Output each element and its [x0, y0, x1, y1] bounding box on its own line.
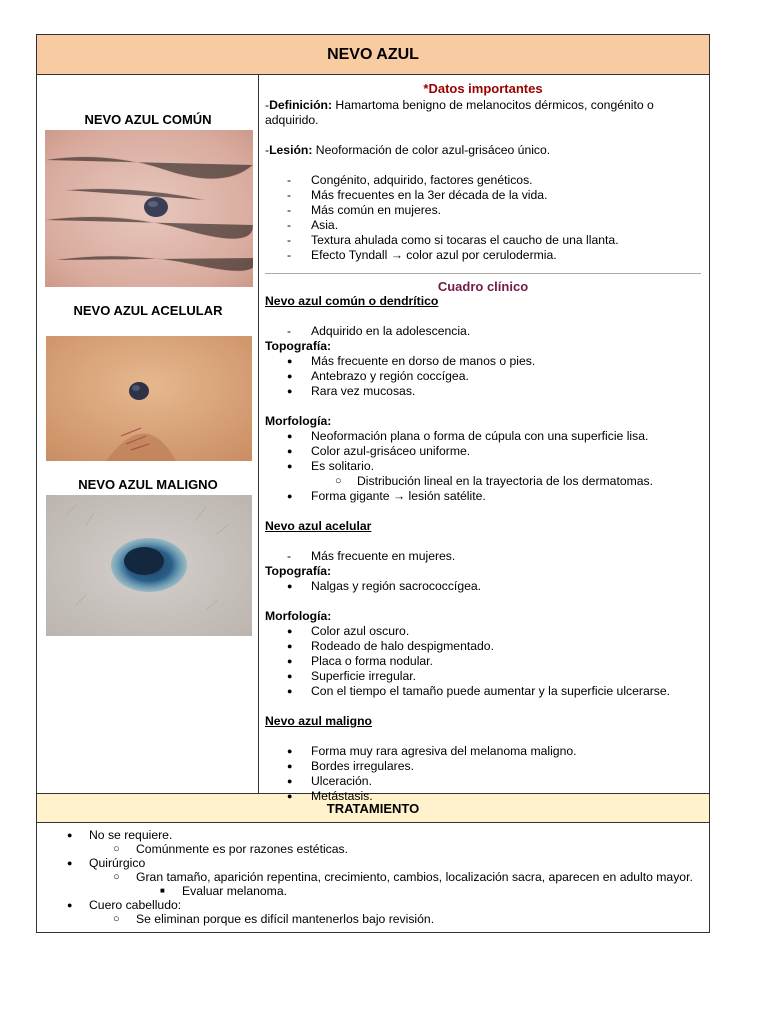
- image-label-acellular: NEVO AZUL ACELULAR: [73, 303, 223, 318]
- comun-topografia-list: [265, 354, 701, 399]
- acelular-title: Nevo azul acelular: [265, 519, 372, 533]
- tratamiento-heading: TRATAMIENTO: [37, 794, 709, 823]
- list-item: ● Forma gigante → lesión satélite.: [265, 489, 701, 504]
- lesion-paragraph: [265, 143, 701, 158]
- list-item: ○ Gran tamaño, aparición repentina, crecimiento, cambios, localización sacra, aparecen en adulto mayor.: [45, 870, 701, 884]
- definicion-prefix: -: [265, 98, 270, 112]
- comun-morfologia-list-end: [265, 489, 701, 504]
- page-title: NEVO AZUL: [37, 35, 709, 75]
- acelular-topografia-list: [265, 579, 701, 594]
- image-label-malignant: NEVO AZUL MALIGNO: [78, 477, 218, 492]
- list-item: ● Más frecuente en dorso de manos o pies.: [265, 354, 701, 369]
- list-item: ● Neoformación plana o forma de cúpula con una superficie lisa.: [265, 429, 701, 444]
- definicion-label: Definición:: [269, 98, 333, 112]
- comun-title: Nevo azul común o dendrítico: [265, 294, 439, 308]
- list-item: ● Color azul oscuro.: [265, 624, 701, 639]
- images-column: [37, 75, 259, 793]
- comun-topografia-label: Topografía:: [265, 339, 332, 353]
- list-item: ● Antebrazo y región coccígea.: [265, 369, 701, 384]
- list-item: ● Con el tiempo el tamaño puede aumentar y la superficie ulcerarse.: [265, 684, 701, 699]
- divider: [265, 273, 701, 274]
- list-item: ● Quirúrgico: [45, 856, 701, 870]
- list-item: ● No se requiere.: [45, 828, 701, 842]
- list-item: ● Superficie irregular.: [265, 669, 701, 684]
- acelular-topografia-label: Topografía:: [265, 564, 332, 578]
- definicion-paragraph: [265, 98, 701, 128]
- list-item: ● Ulceración.: [265, 774, 701, 789]
- mole-photo-acellular: [45, 336, 253, 461]
- comun-dash-list: [265, 324, 701, 339]
- comun-morfologia-sublist: [265, 474, 701, 489]
- list-item: ● Rara vez mucosas.: [265, 384, 701, 399]
- comun-morfologia-list: [265, 429, 701, 474]
- list-item: ■ Evaluar melanoma.: [45, 884, 701, 898]
- list-item: ○ Se eliminan porque es difícil mantenerlos bajo revisión.: [45, 912, 701, 926]
- acelular-morfologia-list: [265, 624, 701, 699]
- list-item: ○ Distribución lineal en la trayectoria de los dermatomas.: [265, 474, 701, 489]
- list-item: ● Metástasis.: [265, 789, 701, 804]
- content-row: [37, 75, 709, 803]
- list-item: - Textura ahulada como si tocaras el caucho de una llanta.: [265, 233, 701, 248]
- mole-photo-malignant: [45, 495, 253, 636]
- list-item: ○ Comúnmente es por razones estéticas.: [45, 842, 701, 856]
- info-column: [259, 75, 709, 803]
- acelular-morfologia-label: Morfología:: [265, 609, 332, 623]
- lesion-prefix: -: [265, 143, 270, 157]
- list-item: ● Cuero cabelludo:: [45, 898, 701, 912]
- list-item: ● Rodeado de halo despigmentado.: [265, 639, 701, 654]
- tratamiento-body: [37, 823, 709, 932]
- list-item: ● Nalgas y región sacrococcígea.: [265, 579, 701, 594]
- list-item: - Más frecuente en mujeres.: [265, 549, 701, 564]
- list-item: - Efecto Tyndall → color azul por cerulodermia.: [265, 248, 701, 263]
- datos-list: [265, 173, 701, 263]
- image-label-common: NEVO AZUL COMÚN: [84, 112, 212, 127]
- acelular-dash-list: [265, 549, 701, 564]
- cuadro-heading: Cuadro clínico: [437, 279, 529, 294]
- list-item: ● Es solitario.: [265, 459, 701, 474]
- list-item: ● Bordes irregulares.: [265, 759, 701, 774]
- list-item: ● Placa o forma nodular.: [265, 654, 701, 669]
- document-table: [36, 34, 710, 933]
- list-item: - Adquirido en la adolescencia.: [265, 324, 701, 339]
- lesion-text: Neoformación de color azul-grisáceo único.: [312, 143, 551, 157]
- list-item: - Congénito, adquirido, factores genéticos.: [265, 173, 701, 188]
- maligno-list: [265, 744, 701, 804]
- maligno-title: Nevo azul maligno: [265, 714, 372, 728]
- mole-photo-common: [45, 130, 253, 287]
- list-item: ● Forma muy rara agresiva del melanoma maligno.: [265, 744, 701, 759]
- list-item: - Más frecuentes en la 3er década de la vida.: [265, 188, 701, 203]
- list-item: ● Color azul-grisáceo uniforme.: [265, 444, 701, 459]
- comun-morfologia-label: Morfología:: [265, 414, 332, 428]
- lesion-label: Lesión:: [269, 143, 313, 157]
- datos-heading: *Datos importantes: [423, 81, 543, 96]
- list-item: - Más común en mujeres.: [265, 203, 701, 218]
- definicion-text: Hamartoma benigno de melanocitos dérmicos, congénito o adquirido.: [265, 98, 654, 127]
- list-item: - Asia.: [265, 218, 701, 233]
